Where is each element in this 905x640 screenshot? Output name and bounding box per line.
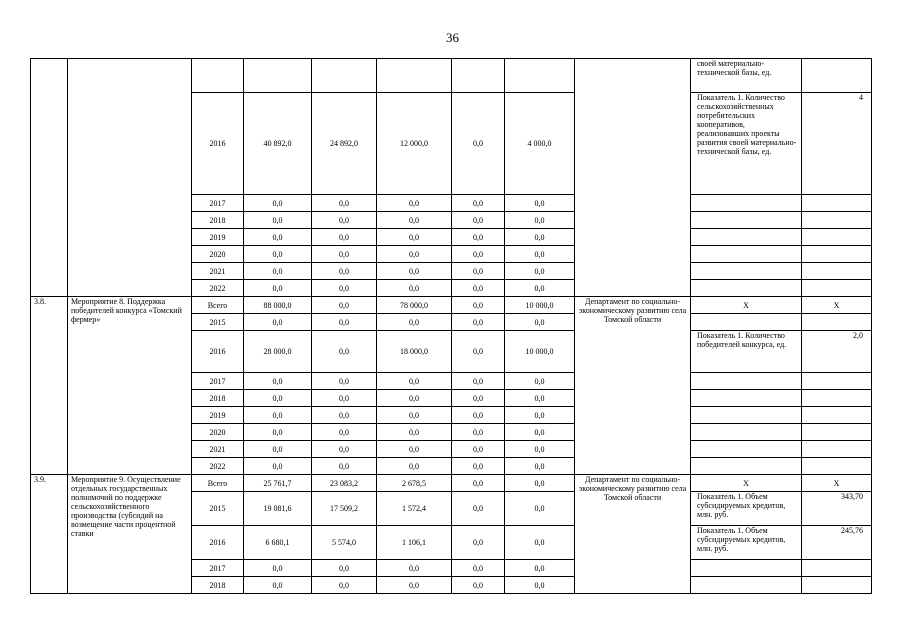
value-cell: 0,0 bbox=[377, 246, 452, 263]
year-cell: Всего bbox=[192, 297, 244, 314]
year-cell: 2022 bbox=[192, 280, 244, 297]
value-cell: 0,0 bbox=[312, 424, 377, 441]
value-cell: 0,0 bbox=[377, 458, 452, 475]
value-cell: 0,0 bbox=[505, 492, 575, 526]
value-cell: 0,0 bbox=[312, 246, 377, 263]
value-cell: 0,0 bbox=[452, 246, 505, 263]
value-cell: 0,0 bbox=[312, 297, 377, 314]
value-cell: 10 000,0 bbox=[505, 297, 575, 314]
year-cell: 2020 bbox=[192, 424, 244, 441]
value-cell: 0,0 bbox=[244, 229, 312, 246]
value-cell: 0,0 bbox=[244, 314, 312, 331]
value-cell: 0,0 bbox=[244, 390, 312, 407]
value-cell: 0,0 bbox=[244, 577, 312, 594]
value-cell: 0,0 bbox=[452, 331, 505, 373]
value-cell: 0,0 bbox=[312, 560, 377, 577]
year-cell bbox=[192, 59, 244, 93]
value-cell: 0,0 bbox=[312, 195, 377, 212]
value-cell: 0,0 bbox=[452, 458, 505, 475]
table-row bbox=[31, 297, 872, 314]
indicator-cell: Х bbox=[691, 297, 802, 314]
value-cell: 78 000,0 bbox=[377, 297, 452, 314]
value-cell: 17 509,2 bbox=[312, 492, 377, 526]
department-cell: Департамент по социально-экономическому развитию села Томской области bbox=[575, 475, 691, 594]
year-cell: 2022 bbox=[192, 458, 244, 475]
page-number: 36 bbox=[446, 30, 459, 45]
value-cell: 0,0 bbox=[452, 263, 505, 280]
value-cell: 0,0 bbox=[244, 407, 312, 424]
value-cell: 0,0 bbox=[244, 441, 312, 458]
measure-name-cell bbox=[68, 59, 192, 297]
year-cell: 2016 bbox=[192, 93, 244, 195]
year-cell: 2018 bbox=[192, 577, 244, 594]
value-cell: 0,0 bbox=[312, 390, 377, 407]
value-cell: 0,0 bbox=[452, 492, 505, 526]
value-cell: 0,0 bbox=[377, 195, 452, 212]
value-cell: 4 000,0 bbox=[505, 93, 575, 195]
value-cell: 0,0 bbox=[312, 280, 377, 297]
value-cell: 0,0 bbox=[505, 407, 575, 424]
value-cell: 0,0 bbox=[312, 458, 377, 475]
value-cell: 1 572,4 bbox=[377, 492, 452, 526]
value-cell: 0,0 bbox=[377, 314, 452, 331]
target-value-cell: 2,0 bbox=[802, 331, 872, 373]
value-cell: 0,0 bbox=[244, 246, 312, 263]
year-cell: 2015 bbox=[192, 492, 244, 526]
value-cell: 0,0 bbox=[505, 280, 575, 297]
value-cell: 0,0 bbox=[452, 373, 505, 390]
value-cell: 0,0 bbox=[505, 577, 575, 594]
value-cell: 0,0 bbox=[505, 475, 575, 492]
value-cell: 0,0 bbox=[377, 229, 452, 246]
value-cell: 88 000,0 bbox=[244, 297, 312, 314]
value-cell: 0,0 bbox=[505, 195, 575, 212]
value-cell: 0,0 bbox=[452, 314, 505, 331]
value-cell: 0,0 bbox=[452, 407, 505, 424]
value-cell: 0,0 bbox=[452, 390, 505, 407]
indicator-cell: Показатель 1. Объем субсидируемых кредитов, млн. руб. bbox=[691, 492, 802, 526]
value-cell: 0,0 bbox=[505, 526, 575, 560]
value-cell: 0,0 bbox=[505, 441, 575, 458]
value-cell: 0,0 bbox=[244, 458, 312, 475]
target-value-cell bbox=[802, 59, 872, 93]
value-cell: 0,0 bbox=[244, 373, 312, 390]
value-cell: 0,0 bbox=[312, 373, 377, 390]
value-cell: 0,0 bbox=[244, 280, 312, 297]
value-cell: 0,0 bbox=[452, 526, 505, 560]
year-cell: 2019 bbox=[192, 407, 244, 424]
value-cell: 0,0 bbox=[505, 560, 575, 577]
row-number-cell: 3.8. bbox=[31, 297, 68, 475]
indicator-cell: Х bbox=[691, 475, 802, 492]
value-cell: 19 081,6 bbox=[244, 492, 312, 526]
year-cell: 2021 bbox=[192, 441, 244, 458]
value-cell: 40 892,0 bbox=[244, 93, 312, 195]
year-cell: 2017 bbox=[192, 560, 244, 577]
value-cell: 0,0 bbox=[377, 560, 452, 577]
value-cell: 0,0 bbox=[377, 407, 452, 424]
value-cell: 2 678,5 bbox=[377, 475, 452, 492]
row-number-cell bbox=[31, 59, 68, 297]
indicator-cell: Показатель 1. Объем субсидируемых кредитов, млн. руб. bbox=[691, 526, 802, 560]
value-cell: 0,0 bbox=[452, 297, 505, 314]
value-cell: 0,0 bbox=[452, 229, 505, 246]
target-value-cell: 343,70 bbox=[802, 492, 872, 526]
value-cell: 0,0 bbox=[505, 424, 575, 441]
year-cell: 2017 bbox=[192, 373, 244, 390]
value-cell: 12 000,0 bbox=[377, 93, 452, 195]
value-cell: 0,0 bbox=[377, 577, 452, 594]
value-cell: 0,0 bbox=[505, 263, 575, 280]
table-row bbox=[31, 475, 872, 492]
year-cell: 2016 bbox=[192, 526, 244, 560]
target-value-cell: 4 bbox=[802, 93, 872, 195]
value-cell: 0,0 bbox=[312, 212, 377, 229]
value-cell: 0,0 bbox=[505, 314, 575, 331]
target-value-cell: Х bbox=[802, 475, 872, 492]
value-cell: 1 106,1 bbox=[377, 526, 452, 560]
year-cell: 2015 bbox=[192, 314, 244, 331]
row-number-cell: 3.9. bbox=[31, 475, 68, 594]
value-cell: 5 574,0 bbox=[312, 526, 377, 560]
value-cell: 0,0 bbox=[244, 212, 312, 229]
year-cell: 2020 bbox=[192, 246, 244, 263]
value-cell: 25 761,7 bbox=[244, 475, 312, 492]
value-cell: 0,0 bbox=[505, 390, 575, 407]
value-cell: 0,0 bbox=[312, 314, 377, 331]
value-cell: 0,0 bbox=[452, 424, 505, 441]
value-cell: 0,0 bbox=[452, 577, 505, 594]
budget-table bbox=[30, 58, 872, 594]
value-cell: 0,0 bbox=[244, 560, 312, 577]
value-cell: 0,0 bbox=[452, 93, 505, 195]
value-cell: 0,0 bbox=[377, 263, 452, 280]
value-cell: 0,0 bbox=[377, 441, 452, 458]
value-cell: 10 000,0 bbox=[505, 331, 575, 373]
value-cell: 0,0 bbox=[312, 407, 377, 424]
value-cell: 0,0 bbox=[377, 390, 452, 407]
value-cell: 0,0 bbox=[452, 195, 505, 212]
value-cell: 0,0 bbox=[312, 263, 377, 280]
measure-name-cell: Мероприятие 9. Осуществление отдельных государственных полномочий по поддержке сельскохозяйственного производства (субсидий на возмещение части процентной ставки bbox=[68, 475, 192, 594]
value-cell: 0,0 bbox=[452, 441, 505, 458]
indicator-cell: своей материально-технической базы, ед. bbox=[691, 59, 802, 93]
value-cell: 0,0 bbox=[505, 246, 575, 263]
year-cell: 2019 bbox=[192, 229, 244, 246]
value-cell: 24 892,0 bbox=[312, 93, 377, 195]
value-cell: 0,0 bbox=[452, 212, 505, 229]
value-cell: 0,0 bbox=[505, 229, 575, 246]
year-cell: Всего bbox=[192, 475, 244, 492]
value-cell: 0,0 bbox=[244, 195, 312, 212]
measure-name-cell: Мероприятие 8. Поддержка победителей конкурса «Томский фермер» bbox=[68, 297, 192, 475]
indicator-cell: Показатель 1. Количество победителей конкурса, ед. bbox=[691, 331, 802, 373]
year-cell: 2018 bbox=[192, 212, 244, 229]
year-cell: 2018 bbox=[192, 390, 244, 407]
value-cell: 28 000,0 bbox=[244, 331, 312, 373]
department-cell bbox=[575, 59, 691, 297]
value-cell: 0,0 bbox=[377, 280, 452, 297]
value-cell: 0,0 bbox=[312, 441, 377, 458]
value-cell: 0,0 bbox=[244, 263, 312, 280]
value-cell: 0,0 bbox=[244, 424, 312, 441]
year-cell: 2021 bbox=[192, 263, 244, 280]
value-cell: 0,0 bbox=[377, 212, 452, 229]
target-value-cell: 245,76 bbox=[802, 526, 872, 560]
value-cell: 0,0 bbox=[312, 331, 377, 373]
year-cell: 2017 bbox=[192, 195, 244, 212]
value-cell: 0,0 bbox=[505, 212, 575, 229]
value-cell: 0,0 bbox=[377, 424, 452, 441]
value-cell: 18 000,0 bbox=[377, 331, 452, 373]
value-cell: 0,0 bbox=[377, 373, 452, 390]
year-cell: 2016 bbox=[192, 331, 244, 373]
table-row bbox=[31, 59, 872, 93]
value-cell: 23 083,2 bbox=[312, 475, 377, 492]
department-cell: Департамент по социально-экономическому развитию села Томской области bbox=[575, 297, 691, 475]
target-value-cell: Х bbox=[802, 297, 872, 314]
value-cell: 6 680,1 bbox=[244, 526, 312, 560]
value-cell: 0,0 bbox=[312, 229, 377, 246]
value-cell: 0,0 bbox=[312, 577, 377, 594]
value-cell: 0,0 bbox=[452, 560, 505, 577]
value-cell: 0,0 bbox=[452, 280, 505, 297]
value-cell: 0,0 bbox=[452, 475, 505, 492]
value-cell: 0,0 bbox=[505, 458, 575, 475]
value-cell: 0,0 bbox=[505, 373, 575, 390]
indicator-cell: Показатель 1. Количество сельскохозяйственных потребительских кооперативов, реализовавших проекты развития своей материально-технической базы, ед. bbox=[691, 93, 802, 195]
